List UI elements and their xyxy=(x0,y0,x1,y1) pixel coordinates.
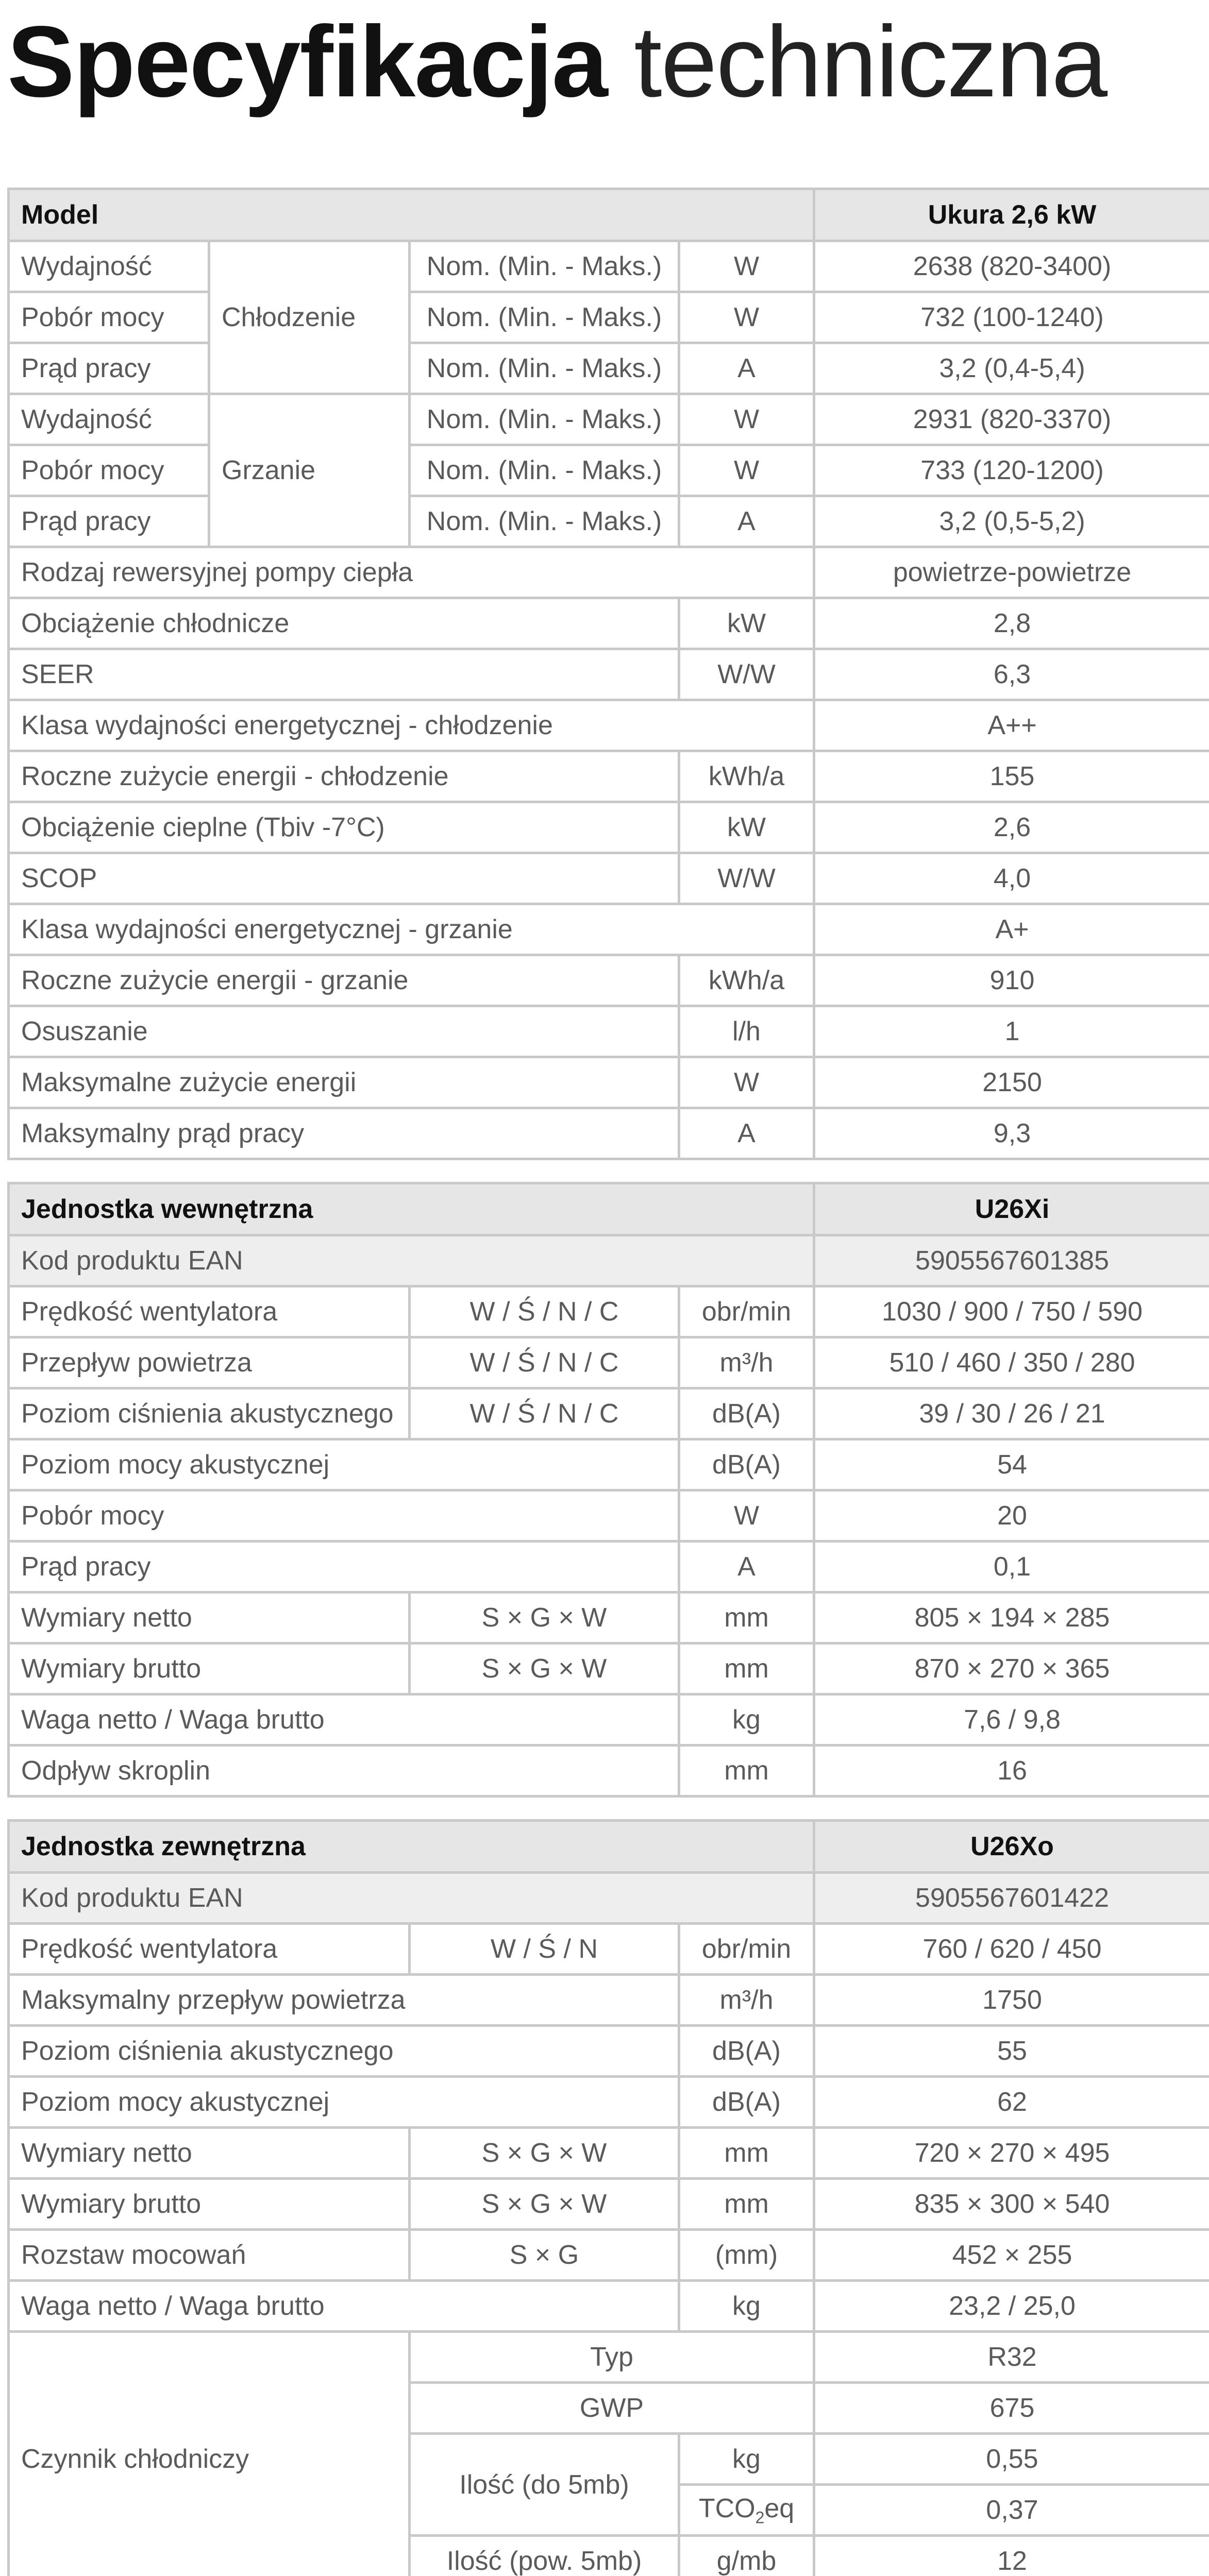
row-name: Wymiary brutto xyxy=(9,1643,410,1694)
row-value: 870 × 270 × 365 xyxy=(814,1643,1209,1694)
row-unit: m³/h xyxy=(679,1975,814,2026)
spec-table xyxy=(7,188,1209,2576)
row-value: 16 xyxy=(814,1745,1209,1797)
row-unit: kWh/a xyxy=(679,751,814,802)
tco2-main: TCO xyxy=(698,2493,755,2523)
indoor-value: U26Xi xyxy=(814,1183,1209,1235)
table-row xyxy=(9,2128,1209,2179)
row-unit: A xyxy=(679,496,814,547)
row-unit: (mm) xyxy=(679,2230,814,2281)
row-value: 2150 xyxy=(814,1057,1209,1108)
row-cond: S × G × W xyxy=(410,2179,679,2230)
row-name: Prąd pracy xyxy=(9,496,209,547)
row-unit: m³/h xyxy=(679,1337,814,1388)
row-cond: Nom. (Min. - Maks.) xyxy=(410,343,679,394)
row-name: Waga netto / Waga brutto xyxy=(9,1694,679,1745)
row-value: 1750 xyxy=(814,1975,1209,2026)
title-light: techniczna xyxy=(634,5,1107,118)
page-title xyxy=(7,0,1106,124)
table-row xyxy=(9,1388,1209,1439)
table-row xyxy=(9,751,1209,802)
row-name: Poziom mocy akustycznej xyxy=(9,2077,679,2128)
row-name: Maksymalne zużycie energii xyxy=(9,1057,679,1108)
refrigerant-label: Czynnik chłodniczy xyxy=(9,2332,410,2576)
table-row xyxy=(9,1006,1209,1057)
table-row xyxy=(9,1490,1209,1541)
table-row xyxy=(9,394,1209,445)
row-cond: W / Ś / N / C xyxy=(410,1388,679,1439)
table-row xyxy=(9,1643,1209,1694)
indoor-header-row xyxy=(9,1183,1209,1235)
row-value: 3,2 (0,4-5,4) xyxy=(814,343,1209,394)
table-row xyxy=(9,598,1209,649)
row-unit: obr/min xyxy=(679,1286,814,1337)
refrigerant-amount-label: Ilość (do 5mb) xyxy=(410,2434,679,2536)
row-name: Wymiary netto xyxy=(9,2128,410,2179)
row-unit: W/W xyxy=(679,853,814,904)
tco2-unit xyxy=(679,2485,814,2536)
table-row xyxy=(9,1337,1209,1388)
row-value: 2,8 xyxy=(814,598,1209,649)
table-row xyxy=(9,1108,1209,1159)
row-name: Prędkość wentylatora xyxy=(9,1924,410,1975)
table-row xyxy=(9,2179,1209,2230)
table-row xyxy=(9,955,1209,1006)
row-value: 732 (100-1240) xyxy=(814,292,1209,343)
row-unit: mm xyxy=(679,1745,814,1797)
row-name: SEER xyxy=(9,649,679,700)
outdoor-label: Jednostka zewnętrzna xyxy=(9,1821,814,1873)
row-value: 23,2 / 25,0 xyxy=(814,2281,1209,2332)
row-value: 2638 (820-3400) xyxy=(814,241,1209,292)
row-name: Kod produktu EAN xyxy=(9,1235,814,1286)
row-unit: W xyxy=(679,241,814,292)
table-row xyxy=(9,1694,1209,1745)
row-unit: dB(A) xyxy=(679,2077,814,2128)
row-cond: S × G × W xyxy=(410,2128,679,2179)
row-name: Pobór mocy xyxy=(9,1490,679,1541)
row-value: 3,2 (0,5-5,2) xyxy=(814,496,1209,547)
table-row xyxy=(9,547,1209,598)
row-value: 39 / 30 / 26 / 21 xyxy=(814,1388,1209,1439)
row-name: Rozstaw mocowań xyxy=(9,2230,410,2281)
row-unit: g/mb xyxy=(679,2536,814,2576)
row-name: Rodzaj rewersyjnej pompy ciepła xyxy=(9,547,814,598)
tco2-end: eq xyxy=(764,2493,795,2523)
row-name: Obciążenie cieplne (Tbiv -7°C) xyxy=(9,802,679,853)
row-unit: mm xyxy=(679,1643,814,1694)
row-value: 733 (120-1200) xyxy=(814,445,1209,496)
row-unit: obr/min xyxy=(679,1924,814,1975)
outdoor-header-row xyxy=(9,1821,1209,1873)
row-name: Pobór mocy xyxy=(9,445,209,496)
row-value: 5905567601422 xyxy=(814,1873,1209,1924)
table-row xyxy=(9,1873,1209,1924)
row-value: 12 xyxy=(814,2536,1209,2576)
row-name: Prąd pracy xyxy=(9,343,209,394)
row-value: 452 × 255 xyxy=(814,2230,1209,2281)
row-name: Odpływ skroplin xyxy=(9,1745,679,1797)
row-name: Przepływ powietrza xyxy=(9,1337,410,1388)
row-cond: Nom. (Min. - Maks.) xyxy=(410,292,679,343)
refrigerant-gwp-value: 675 xyxy=(814,2383,1209,2434)
row-cond: W / Ś / N / C xyxy=(410,1286,679,1337)
title-bold: Specyfikacja xyxy=(7,5,607,118)
refrigerant-amount-over-label: Ilość (pow. 5mb) xyxy=(410,2536,679,2576)
row-value: 55 xyxy=(814,2026,1209,2077)
row-unit: dB(A) xyxy=(679,2026,814,2077)
table-row xyxy=(9,700,1209,751)
row-value: A+ xyxy=(814,904,1209,955)
table-row xyxy=(9,1541,1209,1592)
row-unit: A xyxy=(679,343,814,394)
row-cond: S × G xyxy=(410,2230,679,2281)
row-name: Obciążenie chłodnicze xyxy=(9,598,679,649)
table-row xyxy=(9,1439,1209,1490)
row-value: 2931 (820-3370) xyxy=(814,394,1209,445)
table-row xyxy=(9,1975,1209,2026)
row-unit: mm xyxy=(679,2179,814,2230)
row-value: 0,55 xyxy=(814,2434,1209,2485)
row-unit: kW xyxy=(679,598,814,649)
row-unit: A xyxy=(679,1108,814,1159)
row-value: 5905567601385 xyxy=(814,1235,1209,1286)
row-unit: W xyxy=(679,292,814,343)
row-cond: W / Ś / N xyxy=(410,1924,679,1975)
row-cond: S × G × W xyxy=(410,1643,679,1694)
row-unit: kg xyxy=(679,2434,814,2485)
row-name: Klasa wydajności energetycznej - grzanie xyxy=(9,904,814,955)
row-name: Wymiary netto xyxy=(9,1592,410,1643)
row-name: Roczne zużycie energii - grzanie xyxy=(9,955,679,1006)
row-value: 1030 / 900 / 750 / 590 xyxy=(814,1286,1209,1337)
row-value: 720 × 270 × 495 xyxy=(814,2128,1209,2179)
table-row xyxy=(9,2026,1209,2077)
row-value: 2,6 xyxy=(814,802,1209,853)
row-value: 1 xyxy=(814,1006,1209,1057)
row-value: 9,3 xyxy=(814,1108,1209,1159)
row-unit: mm xyxy=(679,2128,814,2179)
row-value: 835 × 300 × 540 xyxy=(814,2179,1209,2230)
table-row xyxy=(9,1924,1209,1975)
model-label: Model xyxy=(9,189,814,241)
row-unit: W xyxy=(679,1057,814,1108)
row-cond: Nom. (Min. - Maks.) xyxy=(410,394,679,445)
heating-group-label: Grzanie xyxy=(209,394,410,547)
table-row xyxy=(9,802,1209,853)
table-row xyxy=(9,1745,1209,1797)
row-value: 6,3 xyxy=(814,649,1209,700)
row-name: Roczne zużycie energii - chłodzenie xyxy=(9,751,679,802)
table-row xyxy=(9,2332,1209,2383)
row-name: SCOP xyxy=(9,853,679,904)
model-value: Ukura 2,6 kW xyxy=(814,189,1209,241)
row-value: A++ xyxy=(814,700,1209,751)
row-name: Poziom mocy akustycznej xyxy=(9,1439,679,1490)
row-value: 0,1 xyxy=(814,1541,1209,1592)
row-cond: W / Ś / N / C xyxy=(410,1337,679,1388)
row-unit: mm xyxy=(679,1592,814,1643)
refrigerant-type-value: R32 xyxy=(814,2332,1209,2383)
row-unit: kW xyxy=(679,802,814,853)
row-name: Pobór mocy xyxy=(9,292,209,343)
row-name: Kod produktu EAN xyxy=(9,1873,814,1924)
row-cond: Nom. (Min. - Maks.) xyxy=(410,241,679,292)
table-row xyxy=(9,343,1209,394)
table-row xyxy=(9,2281,1209,2332)
row-unit: dB(A) xyxy=(679,1388,814,1439)
row-name: Wymiary brutto xyxy=(9,2179,410,2230)
row-name: Prąd pracy xyxy=(9,1541,679,1592)
row-cond: Nom. (Min. - Maks.) xyxy=(410,496,679,547)
tco2-sub: 2 xyxy=(755,2508,765,2527)
table-row xyxy=(9,649,1209,700)
row-name: Poziom ciśnienia akustycznego xyxy=(9,1388,410,1439)
table-row xyxy=(9,241,1209,292)
row-unit: kWh/a xyxy=(679,955,814,1006)
table-row xyxy=(9,904,1209,955)
row-name: Maksymalny przepływ powietrza xyxy=(9,1975,679,2026)
row-unit: W xyxy=(679,445,814,496)
row-value: 155 xyxy=(814,751,1209,802)
row-value: 7,6 / 9,8 xyxy=(814,1694,1209,1745)
row-name: Klasa wydajności energetycznej - chłodzenie xyxy=(9,700,814,751)
table-row xyxy=(9,496,1209,547)
cooling-group-label: Chłodzenie xyxy=(209,241,410,394)
table-row xyxy=(9,2230,1209,2281)
row-unit: A xyxy=(679,1541,814,1592)
row-name: Poziom ciśnienia akustycznego xyxy=(9,2026,679,2077)
table-row xyxy=(9,1057,1209,1108)
row-value: 54 xyxy=(814,1439,1209,1490)
row-unit: dB(A) xyxy=(679,1439,814,1490)
table-row xyxy=(9,1235,1209,1286)
table-row xyxy=(9,853,1209,904)
row-name: Wydajność xyxy=(9,241,209,292)
row-name: Osuszanie xyxy=(9,1006,679,1057)
row-value: 62 xyxy=(814,2077,1209,2128)
row-unit: W/W xyxy=(679,649,814,700)
row-unit: W xyxy=(679,394,814,445)
row-value: 760 / 620 / 450 xyxy=(814,1924,1209,1975)
table-row xyxy=(9,1286,1209,1337)
row-cond: S × G × W xyxy=(410,1592,679,1643)
row-value: 910 xyxy=(814,955,1209,1006)
model-header-row xyxy=(9,189,1209,241)
row-value: 4,0 xyxy=(814,853,1209,904)
row-unit: l/h xyxy=(679,1006,814,1057)
row-unit: kg xyxy=(679,1694,814,1745)
row-unit: kg xyxy=(679,2281,814,2332)
table-row xyxy=(9,445,1209,496)
table-row xyxy=(9,2077,1209,2128)
refrigerant-type-label: Typ xyxy=(410,2332,814,2383)
row-value: 20 xyxy=(814,1490,1209,1541)
row-value: powietrze-powietrze xyxy=(814,547,1209,598)
row-value: 510 / 460 / 350 / 280 xyxy=(814,1337,1209,1388)
outdoor-value: U26Xo xyxy=(814,1821,1209,1873)
row-name: Prędkość wentylatora xyxy=(9,1286,410,1337)
row-name: Wydajność xyxy=(9,394,209,445)
row-cond: Nom. (Min. - Maks.) xyxy=(410,445,679,496)
section-gap xyxy=(9,1159,1209,1183)
row-name: Maksymalny prąd pracy xyxy=(9,1108,679,1159)
indoor-label: Jednostka wewnętrzna xyxy=(9,1183,814,1235)
refrigerant-gwp-label: GWP xyxy=(410,2383,814,2434)
table-row xyxy=(9,292,1209,343)
row-name: Waga netto / Waga brutto xyxy=(9,2281,679,2332)
row-unit: W xyxy=(679,1490,814,1541)
row-value: 0,37 xyxy=(814,2485,1209,2536)
section-gap xyxy=(9,1797,1209,1821)
table-row xyxy=(9,1592,1209,1643)
row-value: 805 × 194 × 285 xyxy=(814,1592,1209,1643)
